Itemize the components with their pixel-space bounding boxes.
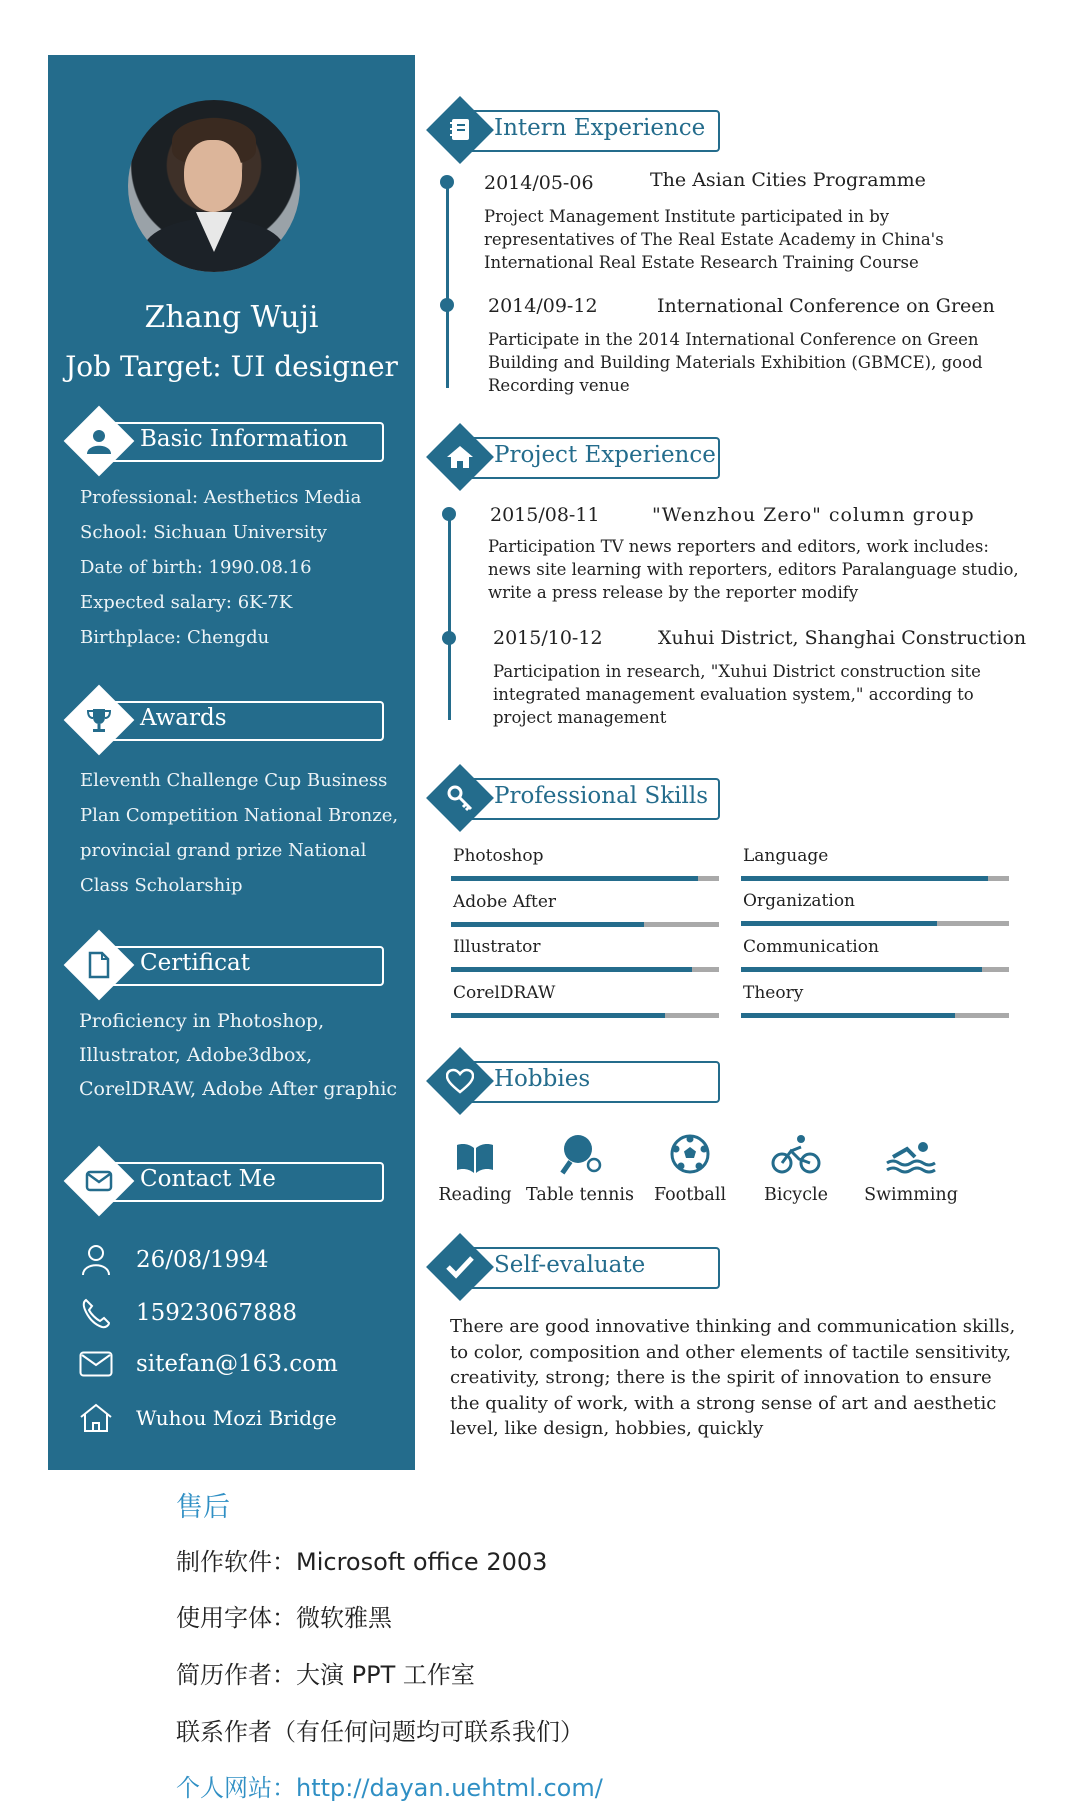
- hobby-table-tennis: Table tennis: [525, 1125, 635, 1205]
- basic-info-item: School: Sichuan University: [80, 522, 327, 543]
- intern-date: 2014/09-12: [488, 295, 598, 317]
- skill-illustrator: Illustrator: [451, 937, 719, 977]
- basic-info-item: Expected salary: 6K-7K: [80, 592, 293, 613]
- document-icon: [84, 950, 114, 980]
- key-icon: [444, 782, 476, 814]
- contact-email[interactable]: sitefan@163.com: [78, 1344, 338, 1384]
- notebook-icon: [444, 114, 476, 146]
- home-icon: [78, 1400, 114, 1436]
- skill-organization: Organization: [741, 891, 1009, 931]
- skill-level-bar: [451, 922, 644, 927]
- project-desc: Participation TV news reporters and editors, work includes: news site learning with reporters, editors Paralanguage studio, write a press release by the reporter modify: [488, 537, 1019, 602]
- person-icon: [78, 1242, 114, 1278]
- timeline-dot: [440, 175, 454, 189]
- hobby-reading: Reading: [420, 1125, 530, 1205]
- project-desc: Participation in research, "Xuhui District construction site integrated management evaluation system," according to project management: [493, 662, 981, 727]
- hobby-bicycle: Bicycle: [741, 1125, 851, 1205]
- football-icon: [635, 1125, 745, 1175]
- hobby-swimming: Swimming: [856, 1125, 966, 1205]
- intern-date: 2014/05-06: [484, 172, 594, 194]
- project-timeline: [448, 510, 451, 720]
- skill-level-bar: [741, 921, 937, 926]
- trophy-icon: [84, 705, 114, 735]
- basic-info-item: Professional: Aesthetics Media: [80, 487, 362, 508]
- intern-desc: Participate in the 2014 International Conference on Green Building and Building Materials Exhibition (GBMCE), good Recording venue: [488, 330, 983, 395]
- bicycle-icon: [741, 1125, 851, 1175]
- skill-coreldraw: CorelDRAW: [451, 983, 719, 1023]
- font-line: 使用字体：微软雅黑: [176, 1604, 392, 1632]
- timeline-dot: [442, 631, 456, 645]
- skill-photoshop: Photoshop: [451, 846, 719, 886]
- author-line: 简历作者：大演 PPT 工作室: [176, 1661, 475, 1689]
- intern-title: International Conference on Green: [657, 295, 995, 317]
- skill-theory: Theory: [741, 983, 1009, 1023]
- job-target: Job Target: UI designer: [65, 350, 398, 383]
- project-date: 2015/10-12: [493, 627, 603, 649]
- heart-icon: [444, 1065, 476, 1097]
- mail-icon: [78, 1346, 114, 1382]
- contact-birthday: 26/08/1994: [78, 1240, 269, 1280]
- book-icon: [420, 1125, 530, 1175]
- intern-timeline: [446, 178, 449, 388]
- swimming-icon: [856, 1125, 966, 1175]
- user-icon: [84, 426, 114, 456]
- skill-level-bar: [741, 876, 988, 881]
- project-title: "Wenzhou Zero" column group: [652, 504, 975, 526]
- basic-information-list: [80, 480, 400, 655]
- skill-communication: Communication: [741, 937, 1009, 977]
- phone-icon: [78, 1295, 114, 1331]
- timeline-dot: [442, 507, 456, 521]
- intern-title: The Asian Cities Programme: [650, 169, 926, 191]
- basic-info-item: Date of birth: 1990.08.16: [80, 557, 312, 578]
- skill-level-bar: [741, 1013, 955, 1018]
- software-line: 制作软件：Microsoft office 2003: [176, 1548, 548, 1576]
- certificate-text: Proficiency in Photoshop, Illustrator, Adobe3dbox, CorelDRAW, Adobe After graphic: [79, 1010, 398, 1100]
- skill-level-bar: [451, 876, 698, 881]
- self-evaluation-text: There are good innovative thinking and communication skills, to color, composition and other elements of tactile sensitivity, creativity, strong; there is the spirit of innovation to ensure the quality of work, with a strong sense of art and aesthetic level, like design, hobbies, quickly: [450, 1316, 1016, 1439]
- timeline-dot: [440, 298, 454, 312]
- contact-author-line: 联系作者（有任何问题均可联系我们）: [176, 1718, 584, 1746]
- avatar: [128, 100, 300, 272]
- hobby-football: Football: [635, 1125, 745, 1205]
- skill-language: Language: [741, 846, 1009, 886]
- awards-text: Eleventh Challenge Cup Business Plan Competition National Bronze, provincial grand prize National Class Scholarship: [80, 770, 399, 896]
- envelope-icon: [84, 1166, 114, 1196]
- contact-phone[interactable]: 15923067888: [78, 1293, 297, 1333]
- project-title: Xuhui District, Shanghai Construction: [658, 627, 1027, 649]
- checkmark-icon: [444, 1251, 476, 1283]
- project-date: 2015/08-11: [490, 504, 600, 526]
- skill-level-bar: [741, 967, 982, 972]
- table-tennis-icon: [525, 1125, 635, 1175]
- website-link[interactable]: 个人网站：http://dayan.uehtml.com/: [176, 1774, 603, 1802]
- skill-level-bar: [451, 967, 692, 972]
- skill-adobe-after: Adobe After: [451, 892, 719, 932]
- profile-name: Zhang Wuji: [144, 300, 319, 335]
- basic-info-item: Birthplace: Chengdu: [80, 627, 270, 648]
- contact-address: Wuhou Mozi Bridge: [78, 1398, 337, 1438]
- intern-desc: Project Management Institute participated in by representatives of The Real Estate Academy in China's International Real Estate Research Training Course: [484, 207, 944, 272]
- house-icon: [444, 441, 476, 473]
- skill-level-bar: [451, 1013, 665, 1018]
- after-sales-heading: 售后: [176, 1492, 230, 1523]
